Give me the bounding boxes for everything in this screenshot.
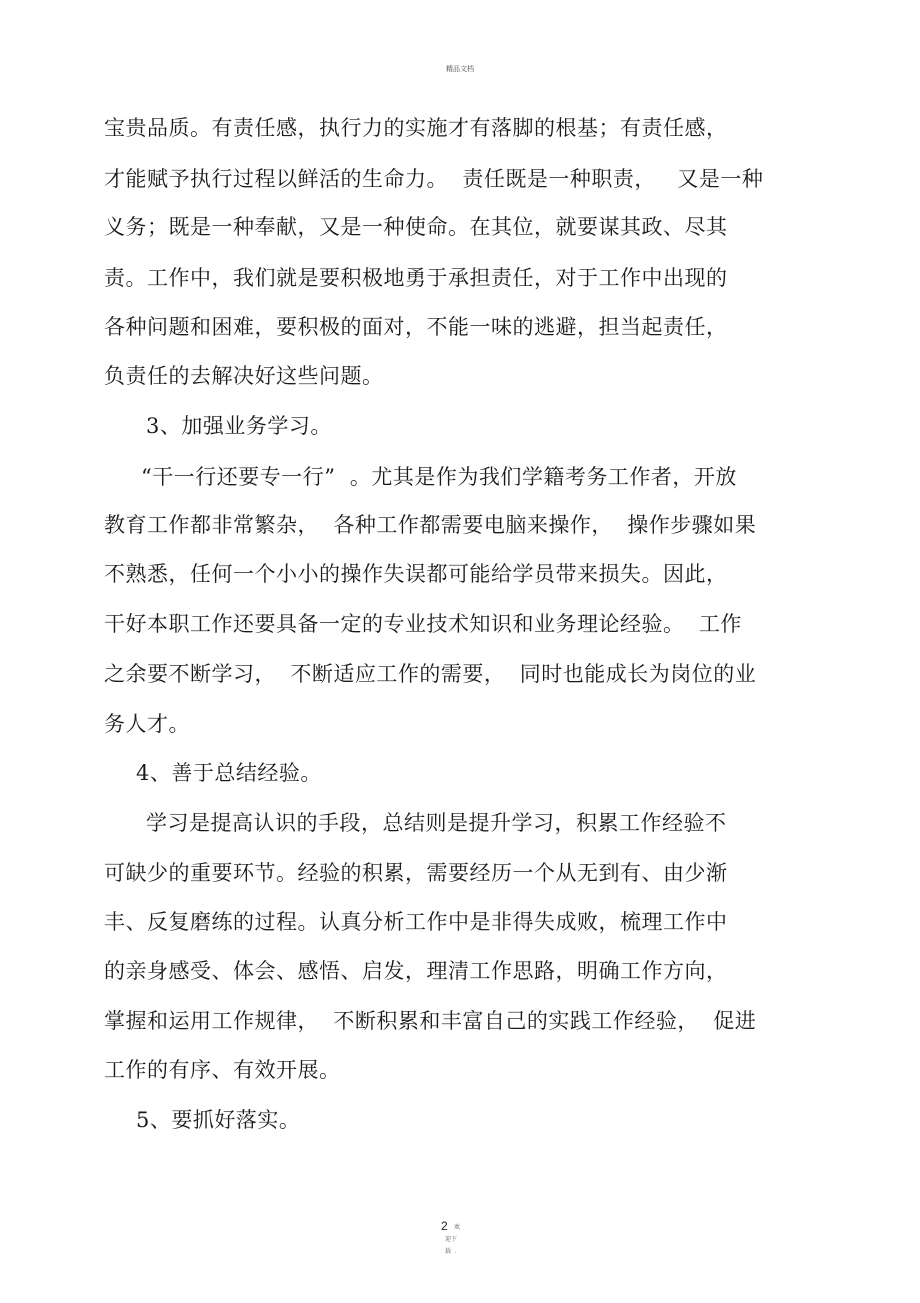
footer-note: 载 . — [445, 1248, 457, 1255]
body-line: 工作的有序、有效开展。 — [104, 1058, 341, 1082]
body-line: 才能赋予执行过程以鲜活的生命力。 责任既是一种职责， 又是一种 — [104, 167, 764, 191]
body-line: 可缺少的重要环节。经验的积累，需要经历一个从无到有、由少渐 — [104, 861, 728, 885]
body-line: 义务；既是一种奉献，又是一种使命。在其位，就要谋其政、尽其 — [104, 215, 728, 239]
body-line: 学习是提高认识的手段，总结则是提升学习，积累工作经验不 — [146, 811, 727, 835]
body-line: 之余要不断学习， 不断适应工作的需要， 同时也能成长为岗位的业 — [104, 662, 757, 686]
section-heading: 3、加强业务学习。 — [146, 414, 332, 438]
body-line: 宝贵品质。有责任感，执行力的实施才有落脚的根基；有责任感， — [104, 116, 728, 140]
header-watermark: 精品文档 — [446, 65, 474, 73]
body-line: 各种问题和困难，要积极的面对，不能一味的逃避，担当起责任， — [104, 315, 728, 339]
section-heading: 5、要抓好落实。 — [136, 1108, 301, 1132]
page-number: 2 — [441, 1219, 448, 1233]
section-heading: 4、善于总结经验。 — [136, 761, 322, 785]
body-line: 务人才。 — [104, 712, 190, 736]
body-line: “干一行还要专一行” 。尤其是作为我们学籍考务工作者，开放 — [141, 465, 737, 489]
footer-note: 迎下 — [445, 1236, 458, 1243]
body-line: 的亲身感受、体会、感悟、启发，理清工作思路，明确工作方向， — [104, 959, 728, 983]
body-line: 负责任的去解决好这些问题。 — [104, 364, 384, 388]
footer-note: 欢 — [454, 1224, 461, 1231]
body-line: 干好本职工作还要具备一定的专业技术知识和业务理论经验。 工作 — [104, 612, 742, 636]
body-line: 丰、反复磨练的过程。认真分析工作中是非得失成败，梳理工作中 — [104, 910, 728, 934]
body-line: 责。工作中，我们就是要积极地勇于承担责任，对于工作中出现的 — [104, 266, 728, 290]
body-line: 不熟悉，任何一个小小的操作失误都可能给学员带来损失。因此， — [104, 562, 728, 586]
body-line: 教育工作都非常繁杂， 各种工作都需要电脑来操作， 操作步骤如果 — [104, 513, 757, 537]
body-line: 掌握和运用工作规律， 不断积累和丰富自己的实践工作经验， 促进 — [104, 1009, 757, 1033]
